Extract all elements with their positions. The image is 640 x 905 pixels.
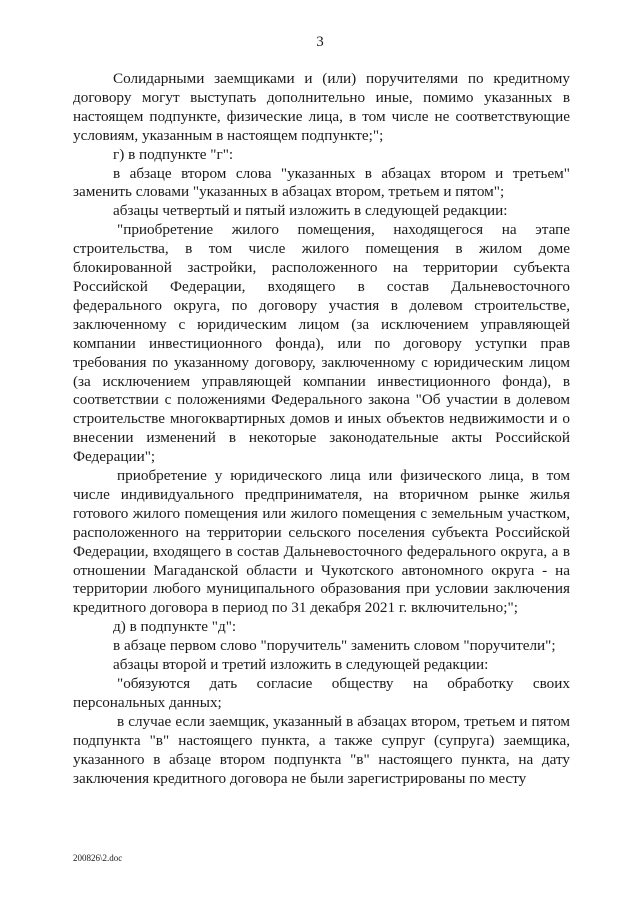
paragraph-second-third-wording: абзацы второй и третий изложить в следующей редакции: <box>113 656 489 674</box>
paragraph-acquisition-construction: "приобретение жилого помещения, находящегося на этапе строительства, в том числе жилого помещения в жилом доме блокированной застройки, расположенного на территории субъекта Российской Федерации, входящего в состав Дальневосточного федерального округа, по договору участия в долевом строительстве, заключенному с юридическим лицом (за исключением управляющей компании инвестиционного фонда), или по договору уступки прав требования по указанному договору, заключенному с юридическим лицом (за исключением управляющей компании инвестиционного фонда), в соответствии с положениями Федерального закона "Об участии в долевом строительстве многоквартирных домов и иных объектов недвижимости и о внесении изменений в некоторые законодательные акты Российской Федерации"; <box>73 221 570 466</box>
paragraph-registration: в случае если заемщик, указанный в абзацах втором, третьем и пятом подпункта "в" настоящего пункта, а также супруг (супруга) заемщика, указанного в абзаце втором подпункта "в" настоящего пункта, на дату заключения кредитного договора не были зарегистрированы по месту <box>73 712 570 787</box>
page-number: 3 <box>316 34 324 50</box>
paragraph-new-wording: абзацы четвертый и пятый изложить в следующей редакции: <box>113 202 508 220</box>
paragraph-acquisition-secondary: приобретение у юридического лица или физического лица, в том числе индивидуального предпринимателя, на вторичном рынке жилья готового жилого помещения или жилого помещения с земельным участком, расположенного на территории сельского поселения субъекта Российской Федерации, входящего в состав Дальневосточного федерального округа, а в отношении Магаданской области и Чукотского автономного округа - на территории любого муниципального образования при условии заключения кредитного договора в период по 31 декабря 2021 г. включительно;"; <box>73 467 570 617</box>
document-body <box>73 70 570 788</box>
paragraph-consent: "обязуются дать согласие обществу на обработку своих персональных данных; <box>73 675 570 711</box>
paragraph-subitem-d: д) в подпункте "д": <box>113 618 237 636</box>
file-name-footer: 200826\2.doc <box>73 853 123 863</box>
paragraph-subitem-g: г) в подпункте "г": <box>113 145 234 163</box>
paragraph-guarantor-word: в абзаце первом слово "поручитель" заменить словом "поручители"; <box>113 637 556 655</box>
paragraph-joint-borrowers: Солидарными заемщиками и (или) поручителями по кредитному договору могут выступать дополнительно иные, помимо указанных в настоящем подпункте, физические лица, в том числе не соответствующие условиям, указанным в настоящем подпункте;"; <box>73 70 570 144</box>
paragraph-replace-words: в абзаце втором слова "указанных в абзацах втором и третьем" заменить словами "указанных в абзацах втором, третьем и пятом"; <box>73 164 570 201</box>
